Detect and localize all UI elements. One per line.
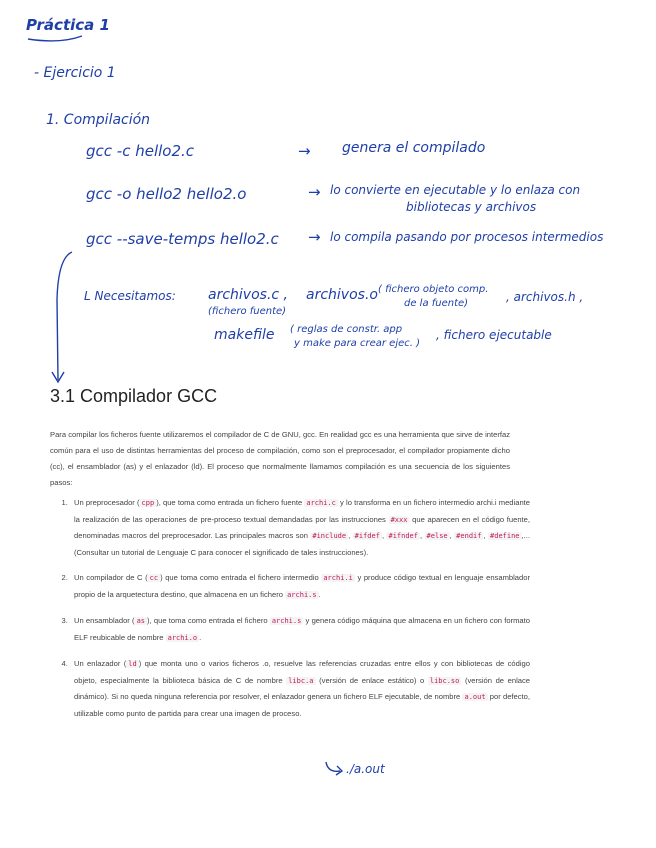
code-span: #ifndef bbox=[388, 532, 418, 540]
long-arrow-line bbox=[57, 252, 72, 380]
cmd-save-temps-note: lo compila pasando por procesos intermedios bbox=[330, 230, 604, 244]
exercise-label: - Ejercicio 1 bbox=[34, 65, 116, 81]
code-span: libc.so bbox=[429, 676, 460, 685]
arrow-icon: → bbox=[298, 142, 311, 160]
need-archivos-c: archivos.c , bbox=[208, 287, 288, 303]
need-archivos-o-sub1: ( fichero objeto comp. bbox=[378, 284, 489, 295]
code-span: as bbox=[136, 617, 146, 625]
arrow-icon: → bbox=[308, 183, 321, 201]
code-span: #include bbox=[312, 532, 347, 540]
list-item: 2. Un compilador de C ( cc ) que toma como entrada el fichero intermedio archi.i y produce código textual en lenguaje ensamblador propio de la arquetectura destino, que almacena en un fichero archi.s . bbox=[70, 570, 530, 603]
code-span: ld bbox=[128, 660, 137, 668]
need-makefile: makefile bbox=[214, 327, 275, 343]
need-archivos-o: archivos.o bbox=[306, 287, 378, 303]
list-item: 4. Un enlazador ( ld ) que monta uno o varios ficheros .o, resuelve las referencias cruzadas entre ellos y con bibliotecas de código objeto, especialmente la biblioteca básica de C de nombre libc.a (versión de enlace estático) o libc.so (versión de enlace dinámico). Si no queda ninguna referencia por resolver, el enlazador genera un fichero ELF ejecutable, de nombre a.out por defecto, utilizable como punto de partida para crear una imagen de proceso. bbox=[70, 656, 530, 721]
code-span: archi.c bbox=[306, 499, 336, 507]
section-heading: 3.1 Compilador GCC bbox=[50, 386, 218, 406]
notes-title: Práctica 1 bbox=[26, 16, 110, 34]
code-span: #define bbox=[490, 532, 520, 540]
arrow-icon: → bbox=[308, 228, 321, 246]
code-span: cc bbox=[149, 574, 159, 582]
aout-note: ./a.out bbox=[346, 762, 385, 776]
need-label: L Necesitamos: bbox=[84, 289, 176, 303]
code-span: archi.s bbox=[271, 617, 302, 625]
section-label: 1. Compilación bbox=[46, 112, 151, 128]
cmd-compile-note: genera el compilado bbox=[342, 140, 486, 156]
code-span: a.out bbox=[464, 693, 486, 701]
intro-paragraph: Para compilar los ficheros fuente utilizaremos el compilador de C de GNU, gcc. En realidad gcc es una herramienta que sirve de interfaz común para el uso de distintas herramientas del proceso de compilación, como son el preprocesador, el compilador propiamente dicho (cc), el ensamblador (as) y el enlazador (ld). El proceso que normalmente llamamos compilación es una secuencia de los siguientes pasos: bbox=[50, 430, 510, 487]
need-archivos-h: , archivos.h , bbox=[506, 290, 584, 304]
code-span: #xxx bbox=[390, 515, 408, 524]
code-span: libc.a bbox=[288, 676, 314, 685]
code-span: archi.i bbox=[323, 574, 353, 582]
need-executable: , fichero ejecutable bbox=[436, 328, 552, 342]
list-item: 1. Un preprocesador ( cpp ), que toma como entrada un fichero fuente archi.c y lo transforma en un fichero intermedio archi.i mediante la realización de las operaciones de pre-proceso textual demandadas por las instrucciones #xxx que aparecen en el código fuente, denominadas macros del preprocesador. Las principales macros son #include , #ifdef , #ifndef , #else , #endif , #define ,... (Consultar un tutorial de Lenguaje C para conocer el significado de tales instrucciones). bbox=[70, 495, 530, 560]
cmd-compile: gcc -c hello2.c bbox=[86, 142, 195, 160]
cmd-save-temps: gcc --save-temps hello2.c bbox=[86, 230, 279, 248]
cmd-link: gcc -o hello2 hello2.o bbox=[86, 185, 247, 203]
cmd-link-note-line2: bibliotecas y archivos bbox=[406, 200, 537, 214]
code-span: archi.s bbox=[287, 590, 317, 599]
code-span: #endif bbox=[456, 532, 482, 540]
code-span: #else bbox=[426, 532, 448, 540]
need-archivos-o-sub2: de la fuente) bbox=[404, 298, 469, 309]
cmd-link-note: lo convierte en ejecutable y lo enlaza con bbox=[330, 183, 581, 197]
need-makefile-sub2: y make para crear ejec. ) bbox=[294, 338, 421, 349]
code-span: #ifdef bbox=[354, 532, 380, 540]
list-item: 3. Un ensamblador ( as ), que toma como entrada el fichero archi.s y genera código máquina que almacena en un fichero con formato ELF reubicable de nombre archi.o . bbox=[70, 613, 530, 646]
code-span: cpp bbox=[141, 499, 155, 507]
need-archivos-c-sub: (fichero fuente) bbox=[208, 306, 287, 317]
code-span: archi.o bbox=[167, 633, 198, 642]
need-makefile-sub1: ( reglas de constr. app bbox=[290, 324, 403, 335]
steps-list bbox=[50, 495, 530, 731]
